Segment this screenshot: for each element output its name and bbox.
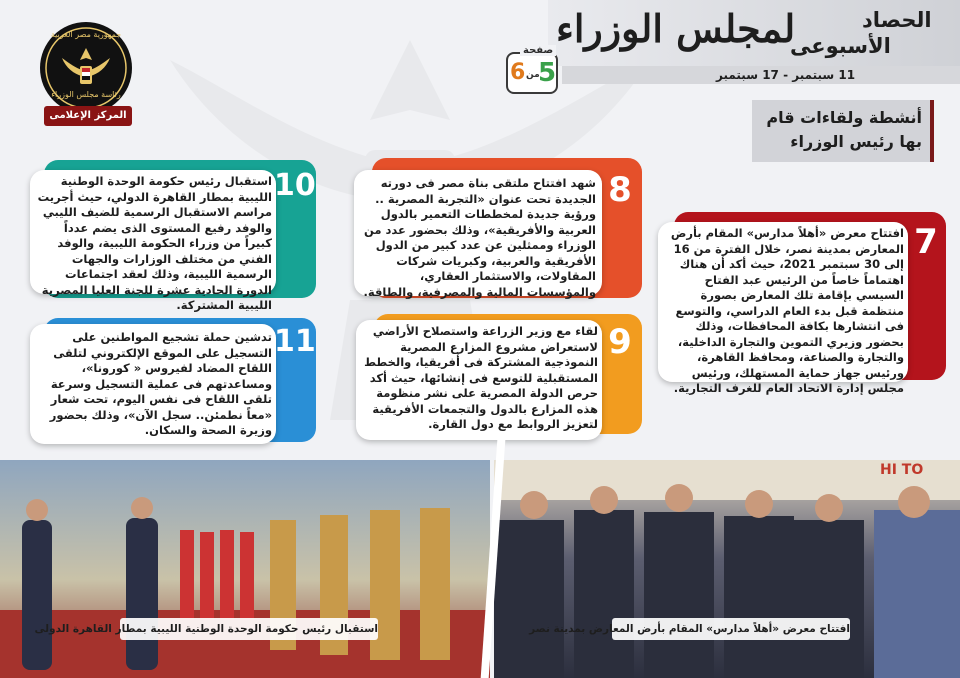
card-number: 8 xyxy=(608,170,632,210)
photo-school-exhibition xyxy=(494,460,960,678)
card-text: تدشين حملة تشجيع المواطنين على التسجيل على الموقع الإلكتروني لتلقى اللقاح المضاد لفيروس « كورونا»، ومساعدتهم فى عملية التسجيل وسرعة تلقى اللقاح فى نفس اليوم، تحت شعار «معاً نطمئن.. سجل الآن»، وذلك بحضور وزيرة الصحة والسكان. xyxy=(49,330,272,437)
page-total: 6 xyxy=(510,60,526,85)
crowd-silhouettes-icon xyxy=(494,460,960,678)
caption-left: استقبال رئيس حكومة الوحدة الوطنية الليبية بمطار القاهرة الدولى xyxy=(120,618,378,640)
logo-ribbon: المركز الإعلامى xyxy=(44,106,132,126)
card-number: 11 xyxy=(274,324,316,359)
page-title: لمجلس الوزراء xyxy=(556,6,796,51)
title-weekly: الأسبوعى xyxy=(790,34,891,58)
page-current: 5 xyxy=(538,58,557,88)
card-text: افتتاح معرض «أهلاً مدارس» المقام بأرض المعارض بمدينة نصر، خلال الفترة من 16 إلى 30 سبتمبر 2021، حيث أكد أن هناك اهتماماً خاصاً من الرئيس عبد الفتاح السيسي بإقامة تلك المعارض بصورة منتظمة قبل بدء العام الدراسي، والتوسع فى انتشارها بكافة المحافظات، وذلك بحضور وزيري التموين والتجارة الداخلية، والتجارة والصناعة، ومحافظ القاهرة، ورئيس جهاز حماية المستهلك، ورئيس مجلس إدارة الاتحاد العام للغرف التجارية. xyxy=(670,226,904,395)
title-harvest: الحصاد xyxy=(862,8,932,32)
caption-right: افتتاح معرض «أهلاً مدارس» المقام بأرض المعارض بمدينة نصر xyxy=(612,618,850,640)
card-text: لقاء مع وزير الزراعة واستصلاح الأراضي لاستعراض مشروع المزارع المصرية النموذجية المشتركة فى أفريقيا، والخطط المستقبلية للتوسع فى إنشائها، حيث أكد حرص الدولة المصرية على نشر منظومة هذه المزارع بالدول والتجمعات الأفريقية لتعزيز الروابط مع دول القارة. xyxy=(364,324,598,431)
exhibition-banner: HI TO xyxy=(880,462,924,478)
card-number: 9 xyxy=(608,322,632,362)
people-silhouettes-icon xyxy=(0,460,490,678)
card-text: استقبال رئيس حكومة الوحدة الوطنية الليبية بمطار القاهرة الدولي، حيث أجريت مراسم الاستقبال الرسمية للضيف الليبي والوفد رفيع المستوى الذى يضم عدداً كبيراً من وزراء الحكومة الليبية، والوفد الفني من مختلف الوزارات والجهات الرسمية الليبية، وذلك لعقد اجتماعات الدورة الحادية عشرة للجنة العليا المصرية الليبية المشتركة. xyxy=(37,174,272,312)
page-label: صفحة xyxy=(520,45,556,56)
card-number: 7 xyxy=(914,222,938,262)
logo-top-text: جمهورية مصر العربية xyxy=(50,30,122,39)
logo-bottom-text: رئاسة مجلس الوزراء xyxy=(51,90,121,99)
photo-airport-reception xyxy=(0,460,490,678)
card-text: شهد افتتاح ملتقى بناة مصر فى دورته الجديدة تحت عنوان «التجربة المصرية .. ورؤية جديدة لمخططات التعمير بالدول العربية والأفريقية»، وذلك بحضور عدد من الوزراء وممثلين عن عدد كبير من الدول الأفريقية والعربية، وكبريات شركات المقاولات، والاستثمار العقاري، والمؤسسات المالية والمصرفية، والطاقة. xyxy=(363,176,596,299)
date-range: 11 سبتمبر - 17 سبتمبر xyxy=(716,68,856,82)
page-of: من xyxy=(526,70,540,80)
section-heading: أنشطة ولقاءات قام بها رئيس الوزراء xyxy=(766,108,922,151)
card-number: 10 xyxy=(274,168,316,203)
